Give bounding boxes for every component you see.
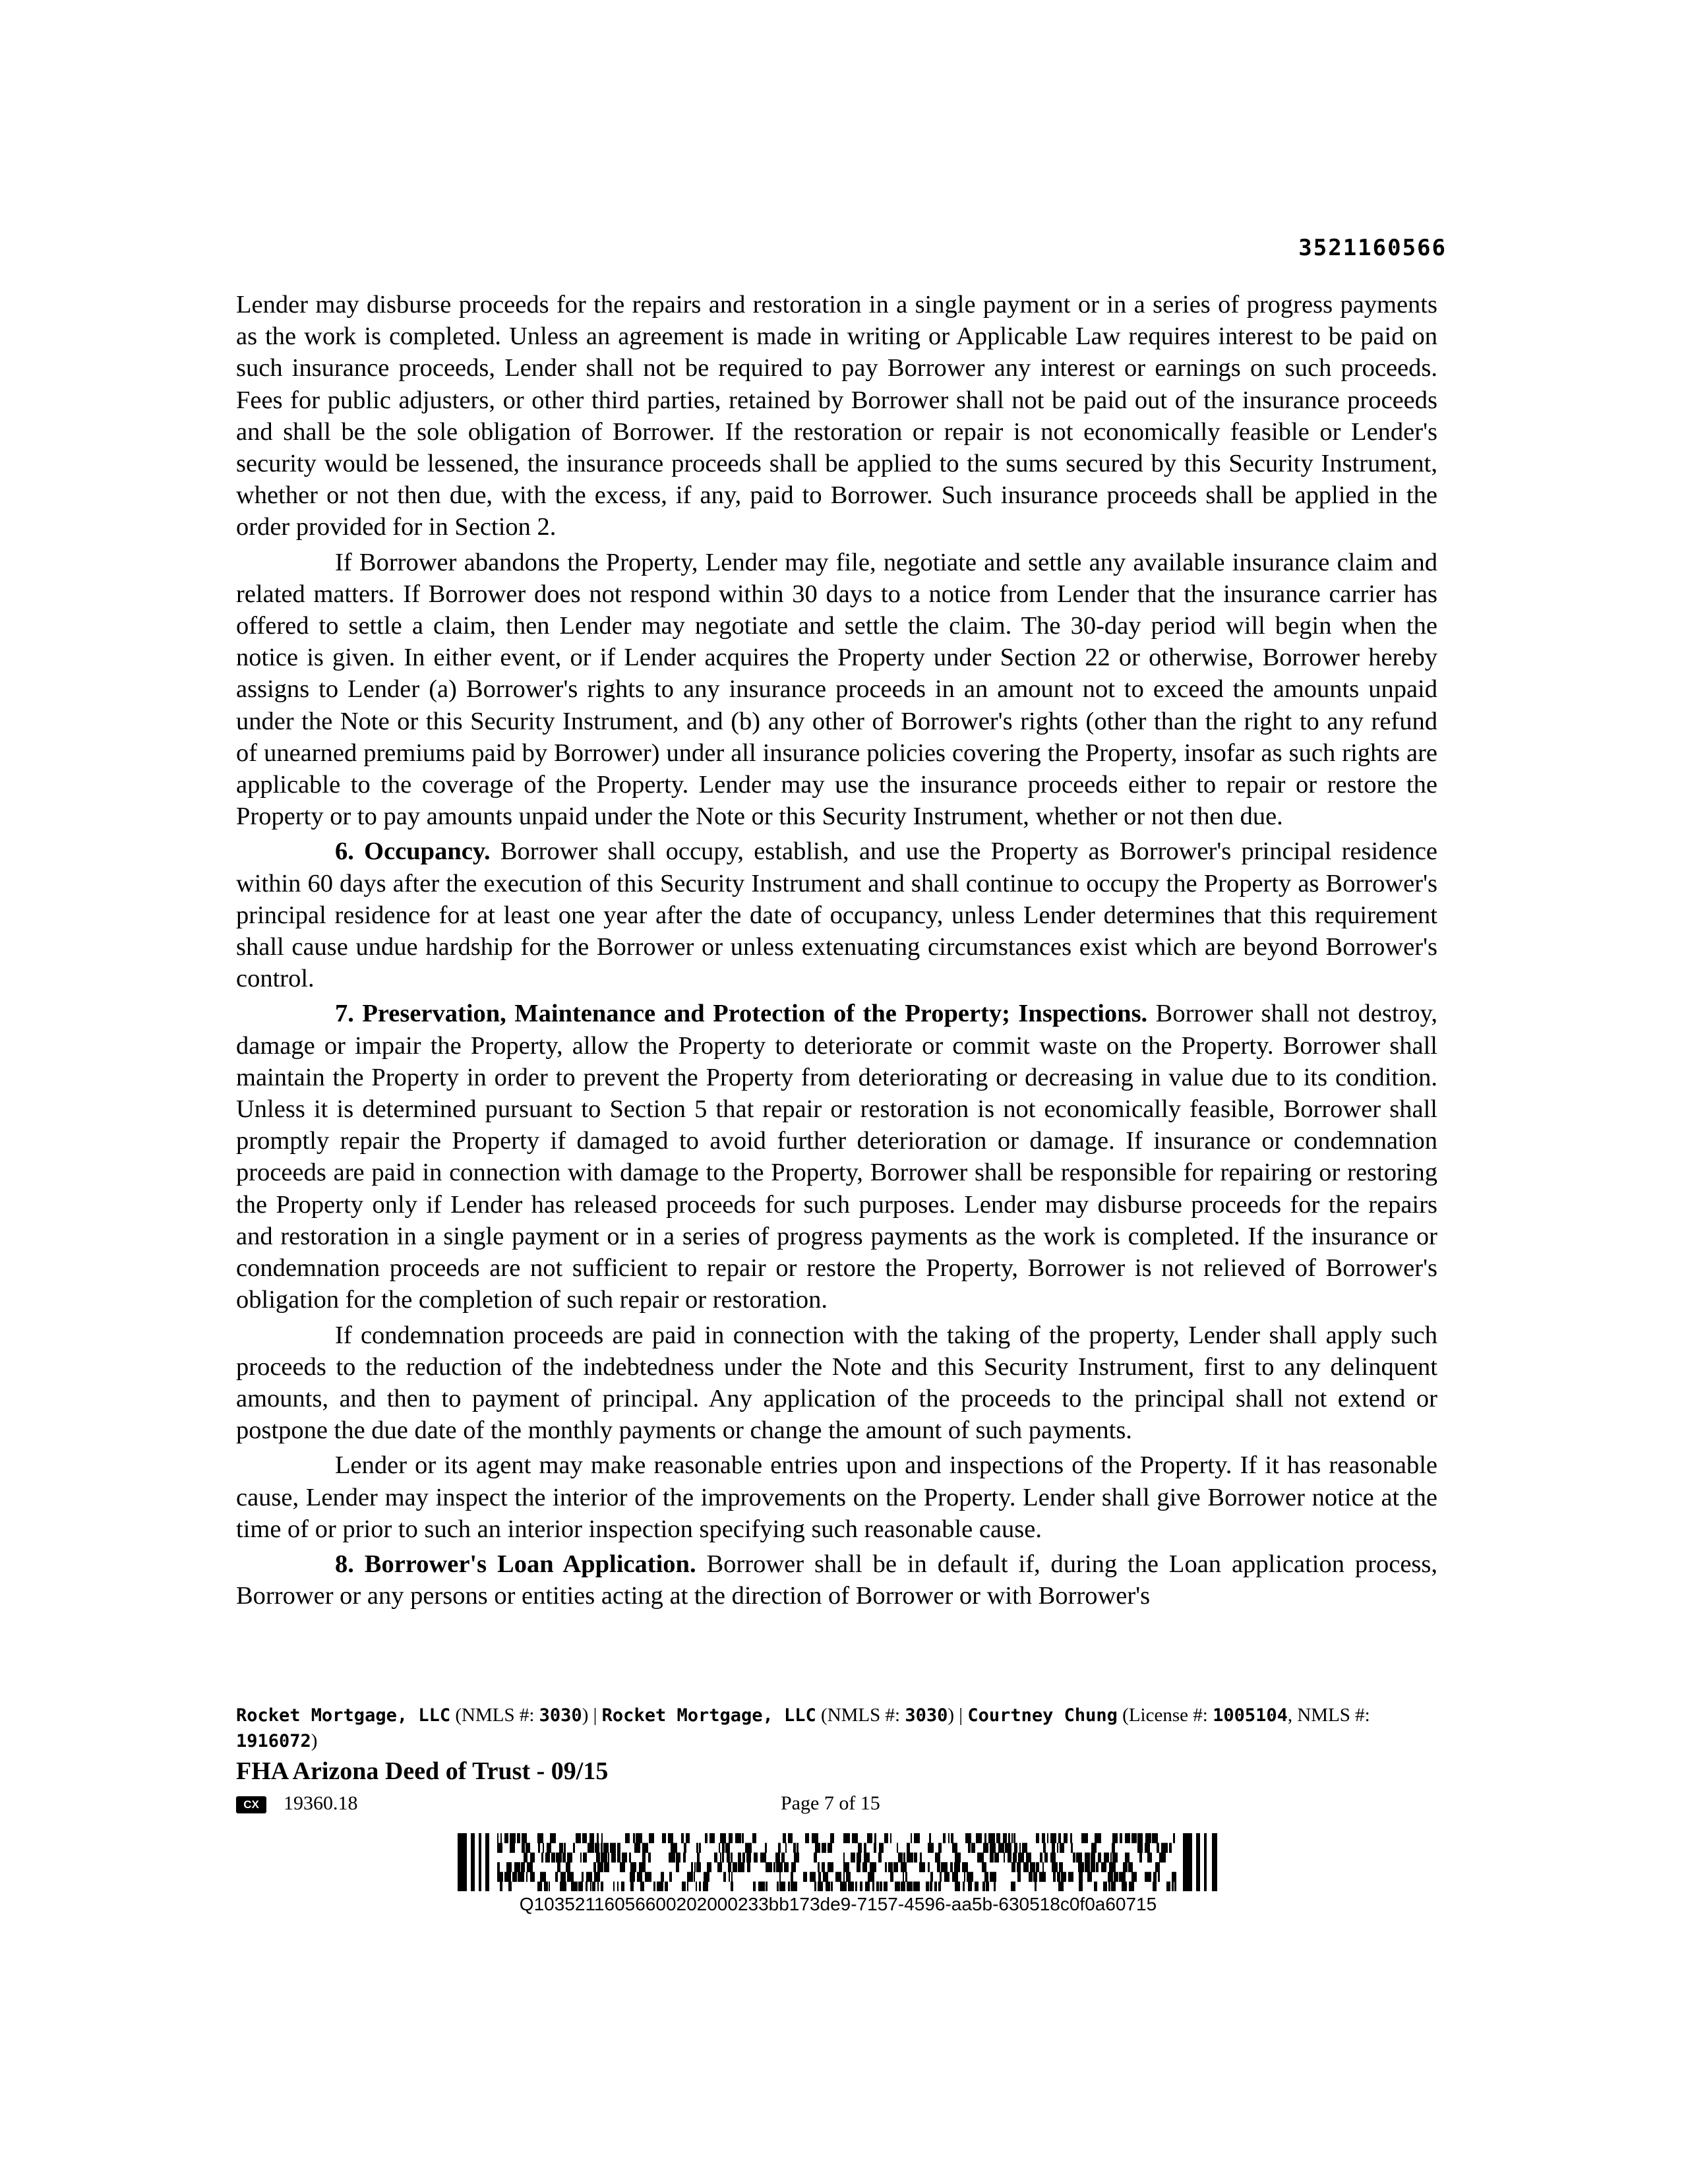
paragraph-abandonment: If Borrower abandons the Property, Lender may file, negotiate and settle any available insurance claim and related matters. If Borrower does not respond within 30 days to a notice from Lender that the insurance carrier has offered to settle a claim, then Lender may negotiate and settle the claim. The 30-day period will begin when the notice is given. In either event, or if Lender acquires the Property under Section 22 or otherwise, Borrower hereby assigns to Lender (a) Borrower's rights to any insurance proceeds in an amount not to exceed the amounts unpaid under the Note or this Security Instrument, and (b) any other of Borrower's rights (other than the right to any refund of unearned premiums paid by Borrower) under all insurance policies covering the Property, insofar as such rights are applicable to the coverage of the Property. Lender may use the insurance proceeds either to repair or restore the Property or to pay amounts unpaid under the Note or this Security Instrument, whether or not then due. (236, 548, 1437, 831)
paren: ) (582, 1705, 589, 1726)
form-number: 19360.18 (284, 1792, 358, 1814)
separator-2: | (959, 1705, 963, 1726)
document-body (236, 289, 1437, 1615)
barcode-text: Q10352116056600202000233bb173de9-7157-4596-aa5b-630518c0f0a60715 (519, 1894, 1157, 1914)
lender-nmls-2: 3030 (905, 1705, 948, 1726)
section-8-heading: 8. Borrower's Loan Application. (335, 1550, 696, 1578)
lender-nmls: 3030 (539, 1705, 582, 1726)
loan-number: 3521160566 (1298, 235, 1447, 261)
page-number: Page 7 of 15 (781, 1792, 880, 1814)
loan-officer-name: Courtney Chung (967, 1705, 1118, 1726)
form-info-row (236, 1792, 909, 1819)
section-7-text: Borrower shall not destroy, damage or impair the Property, allow the Property to deteriorate or commit waste on the Property. Borrower shall maintain the Property in order to prevent the Property from deteriorating or decreasing in value due to its condition. Unless it is determined pursuant to Section 5 that repair or restoration is not economically feasible, Borrower shall promptly repair the Property if damaged to avoid further deterioration or damage. If insurance or condemnation proceeds are paid in connection with damage to the Property, Borrower shall be responsible for repairing or restoring the Property only if Lender has released proceeds for such purposes. Lender may disburse proceeds for the repairs and restoration in a single payment or in a series of progress payments as the work is completed. If the insurance or condemnation proceeds are not sufficient to repair or restore the Property, Borrower is not relieved of Borrower's obligation for the completion of such repair or restoration. (236, 1000, 1438, 1314)
paren-2: ) (948, 1705, 955, 1726)
paren-3: ) (311, 1730, 318, 1751)
officer-license: 1005104 (1213, 1705, 1288, 1726)
paragraph-condemnation: If condemnation proceeds are paid in connection with the taking of the property, Lender shall apply such proceeds to the reduction of the indebtedness under the Note and this Security Instrument, first to any delinquent amounts, and then to payment of principal. Any application of the proceeds to the principal shall not extend or postpone the due date of the monthly payments or change the amount of such payments. (236, 1321, 1437, 1445)
paragraph-insurance-disbursement: Lender may disburse proceeds for the repairs and restoration in a single payment or in a series of progress payments as the work is completed. Unless an agreement is made in writing or Applicable Law requires interest to be paid on such insurance proceeds, Lender shall not be required to pay Borrower any interest or earnings on such proceeds. Fees for public adjusters, or other third parties, retained by Borrower shall not be paid out of the insurance proceeds and shall be the sole obligation of Borrower. If the restoration or repair is not economically feasible or Lender's security would be lessened, the insurance proceeds shall be applied to the sums secured by this Security Instrument, whether or not then due, with the excess, if any, paid to Borrower. Such insurance proceeds shall be applied in the order provided for in Section 2. (236, 291, 1437, 541)
section-7-heading: 7. Preservation, Maintenance and Protection of the Property; Inspections. (335, 1000, 1148, 1028)
officer-nmls-label: , NMLS #: (1287, 1705, 1370, 1726)
nmls-label: (NMLS #: (455, 1705, 539, 1726)
section-8-text: Borrower shall be in default if, during the Loan application process, Borrower or any persons or entities acting at the direction of Borrower or with Borrower's (236, 1550, 1438, 1610)
form-title: FHA Arizona Deed of Trust - 09/15 (236, 1757, 609, 1785)
section-8-loan-application (236, 1548, 1437, 1612)
cx-logo-icon: CX (236, 1796, 266, 1813)
section-6-occupancy (236, 835, 1437, 994)
barcode-icon (458, 1833, 1219, 1891)
lender-name-2: Rocket Mortgage, LLC (601, 1705, 816, 1726)
lender-name: Rocket Mortgage, LLC (236, 1705, 451, 1726)
separator: | (593, 1705, 597, 1726)
paragraph-inspections: Lender or its agent may make reasonable entries upon and inspections of the Property. If it has reasonable cause, Lender may inspect the interior of the improvements on the Property. Lender shall give Borrower notice at the time of or prior to such an interior inspection specifying such reasonable cause. (236, 1451, 1437, 1543)
lender-info (236, 1703, 1437, 1754)
section-6-heading: 6. Occupancy. (335, 837, 491, 866)
nmls-label-2: (NMLS #: (821, 1705, 905, 1726)
license-label: (License #: (1122, 1705, 1213, 1726)
officer-nmls: 1916072 (236, 1731, 311, 1751)
section-6-text: Borrower shall occupy, establish, and use the Property as Borrower's principal residence within 60 days after the execution of this Security Instrument and shall continue to occupy the Property as Borrower's principal residence for at least one year after the date of occupancy, unless Lender determines that this requirement shall cause undue hardship for the Borrower or unless extenuating circumstances exist which are beyond Borrower's control. (236, 837, 1437, 993)
section-7-preservation (236, 998, 1437, 1316)
